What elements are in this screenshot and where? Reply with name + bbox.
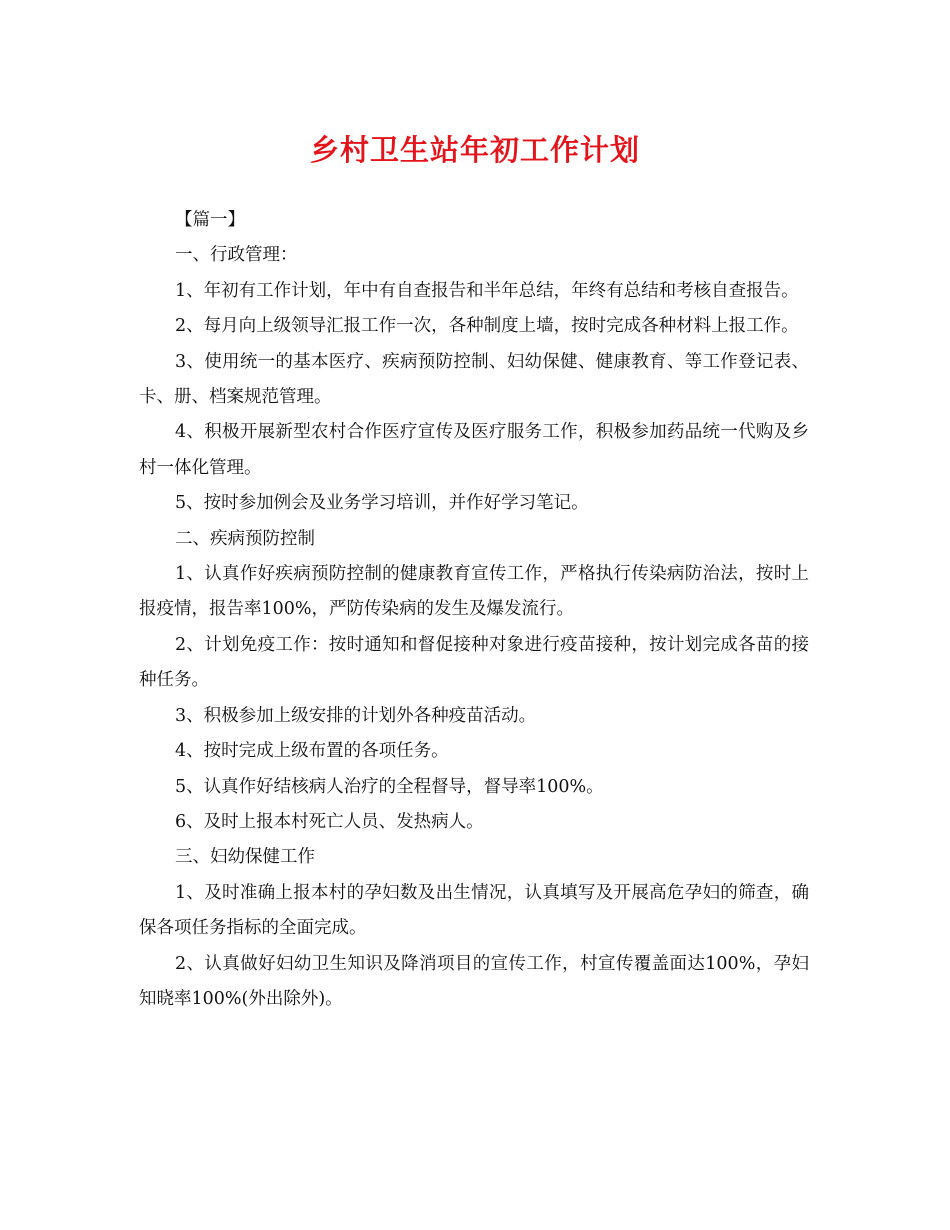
- paragraph: 1、及时准确上报本村的孕妇数及出生情况，认真填写及开展高危孕妇的筛查，确保各项任务指标的全面完成。: [139, 882, 809, 939]
- paragraph: 4、积极开展新型农村合作医疗宣传及医疗服务工作，积极参加药品统一代购及乡村一体化管理。: [139, 422, 809, 478]
- paragraph: 3、积极参加上级安排的计划外各种疫苗活动。: [175, 705, 537, 726]
- paragraph: 1、认真作好疾病预防控制的健康教育宣传工作，严格执行传染病防治法，按时上报疫情，报告率100%，严防传染病的发生及爆发流行。: [139, 564, 809, 620]
- paragraph: 4、按时完成上级布置的各项任务。: [175, 741, 449, 762]
- paragraph: 2、计划免疫工作：按时通知和督促接种对象进行疫苗接种，按计划完成各苗的接种任务。: [139, 634, 809, 691]
- paragraph: 2、认真做好妇幼卫生知识及降消项目的宣传工作，村宣传覆盖面达100%，孕妇知晓率100%(外出除外)。: [139, 953, 809, 1009]
- section-marker: 【篇一】: [175, 210, 245, 230]
- paragraph: 1、年初有工作计划，年中有自查报告和半年总结，年终有总结和考核自查报告。: [175, 280, 799, 301]
- document-body: [139, 203, 809, 1017]
- document-title: 乡村卫生站年初工作计划: [309, 133, 640, 167]
- paragraph: 2、每月向上级领导汇报工作一次，各种制度上墙，按时完成各种材料上报工作。: [175, 316, 799, 337]
- section-heading-maternal-child: 三、妇幼保健工作: [175, 847, 315, 868]
- paragraph: 5、按时参加例会及业务学习培训，并作好学习笔记。: [175, 493, 589, 514]
- section-heading-disease-control: 二、疾病预防控制: [175, 528, 315, 549]
- paragraph: 3、使用统一的基本医疗、疾病预防控制、妇幼保健、健康教育、等工作登记表、卡、册、档案规范管理。: [139, 351, 809, 408]
- paragraph: 5、认真作好结核病人治疗的全程督导，督导率100%。: [175, 776, 604, 797]
- paragraph: 6、及时上报本村死亡人员、发热病人。: [175, 811, 484, 832]
- section-heading-admin: 一、行政管理：: [175, 245, 298, 266]
